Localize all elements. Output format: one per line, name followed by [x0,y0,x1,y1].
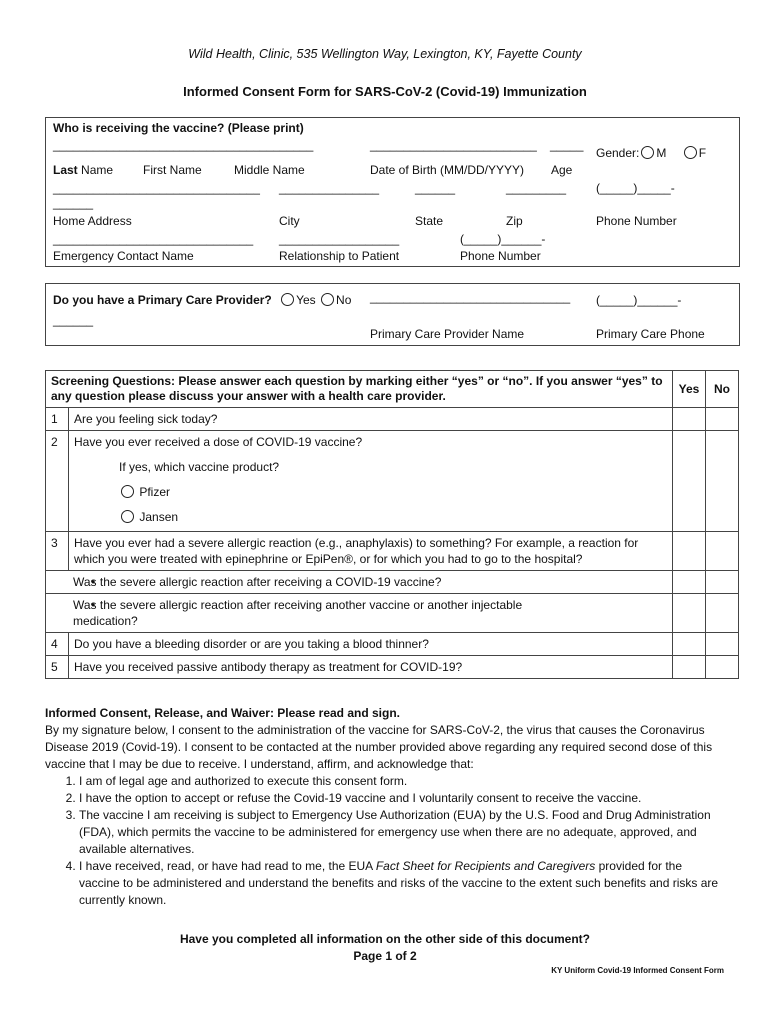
q4-yes-cell[interactable] [673,633,706,656]
relationship-label: Relationship to Patient [279,249,400,263]
q3-number: 3 [46,532,69,571]
screening-heading: Screening Questions: Please answer each question by marking either “yes” or “no”. If you answer “yes” to any question please discuss your answer with a health care provider. [46,371,673,408]
q5-yes-cell[interactable] [673,656,706,679]
pcp-no-radio[interactable] [321,293,334,306]
last-name-label [53,163,113,177]
relationship-line[interactable]: __________________ [279,232,400,246]
q4-number: 4 [46,633,69,656]
q3a-no-cell[interactable] [706,571,739,594]
consent-list [45,773,725,909]
phone-label: Phone Number [596,214,677,228]
emergency-phone-label: Phone Number [460,249,541,263]
q3a-cell [46,571,673,594]
q1-text: Are you feeling sick today? [69,408,673,431]
phone-line[interactable]: (_____)_____- [596,181,675,195]
q3-no-cell[interactable] [706,532,739,571]
gender-label: Gender: [596,146,640,160]
city-label: City [279,214,300,228]
pfizer-label: Pfizer [139,485,171,499]
form-name: KY Uniform Covid-19 Informed Consent Form [551,966,724,975]
state-line[interactable]: ______ [415,181,456,195]
q3-text: Have you ever had a severe allergic reaction (e.g., anaphylaxis) to something? For example, a reaction for which you were treated with epinephrine or EpiPen®, or for which you had to go to the hospital? [69,532,673,571]
janssen-label: Jansen [139,510,179,524]
consent-section [45,705,725,909]
age-label: Age [551,163,573,177]
emergency-line[interactable]: ______________________________ [53,232,254,246]
question-row-1 [46,408,739,431]
q1-no-cell[interactable] [706,408,739,431]
pcp-yes-radio[interactable] [281,293,294,306]
consent-item-4 [79,858,725,909]
question-row-5 [46,656,739,679]
name-line[interactable]: _______________________________________ [53,138,314,152]
question-row-3b [46,594,739,633]
q2-yes-cell[interactable] [673,431,706,532]
pcp-phone-line[interactable]: (_____)______- [596,293,682,307]
screening-table [45,370,739,679]
q2-cell [69,431,673,532]
form-title: Informed Consent Form for SARS-CoV-2 (Covid-19) Immunization [183,84,587,99]
question-row-4 [46,633,739,656]
q1-number: 1 [46,408,69,431]
q3-yes-cell[interactable] [673,532,706,571]
consent-item-4c: provided for the vaccine to be administered and understand the benefits and risks of the vaccine to the extent such benefits and risks are currently known. [79,859,719,907]
zip-line[interactable]: _________ [506,181,567,195]
question-row-2 [46,431,739,532]
address-line[interactable]: _______________________________ [53,181,260,195]
recipient-heading: Who is receiving the vaccine? (Please print) [53,121,304,135]
q2-text: Have you ever received a dose of COVID-19 vaccine? [74,435,363,449]
fact-sheet-title: Fact Sheet for Recipients and Caregivers [375,859,596,873]
q1-yes-cell[interactable] [673,408,706,431]
screening-header-row [46,371,739,408]
consent-item-3: 3. The vaccine I am receiving is subject to Emergency Use Authorization (EUA) by the U.S. Food and Drug Administration (FDA), which permits the vaccine to be administered for emergency use when there are no adequate, approved, and available alternatives. [79,807,725,858]
pfizer-radio[interactable] [121,485,134,498]
yes-header: Yes [673,371,706,408]
gender-f-radio[interactable] [684,146,697,159]
q3a-yes-cell[interactable] [673,571,706,594]
consent-intro: By my signature below, I consent to the administration of the vaccine for SARS-CoV-2, the virus that causes the Coronavirus Disease 2019 (Covid-19). I consent to be contacted at the number provided above regarding any required second dose of this vaccine that I may be due to receive. I understand, affirm, and acknowledge that: [45,723,713,771]
emergency-contact-label: Emergency Contact Name [53,249,194,263]
consent-heading: Informed Consent, Release, and Waiver: Please read and sign. [45,706,400,720]
pcp-question: Do you have a Primary Care Provider? [53,293,272,307]
home-address-label: Home Address [53,214,132,228]
consent-item-4a: I have received, read, or have had read to me, the EUA [79,859,376,873]
pcp-name-line[interactable]: ______________________________ [370,290,571,304]
state-label: State [415,214,444,228]
dob-label: Date of Birth (MM/DD/YYYY) [370,163,525,177]
question-row-3a [46,571,739,594]
gender-m-label: M [656,146,667,160]
clinic-header: Wild Health, Clinic, 535 Wellington Way, Lexington, KY, Fayette County [188,47,582,61]
zip-label: Zip [506,214,523,228]
q3b-cell [46,594,673,633]
first-name-label: First Name [143,163,202,177]
q3b-no-cell[interactable] [706,594,739,633]
gender-f-label: F [698,146,707,160]
last-bold: Last [53,163,78,177]
q3a-text: • Was the severe allergic reaction after receiving a COVID-19 vaccine? [73,575,442,589]
dob-line[interactable]: _________________________ [370,138,537,152]
gender-m-radio[interactable] [641,146,654,159]
q5-number: 5 [46,656,69,679]
consent-item-2: 2. I have the option to accept or refuse the Covid-19 vaccine and I voluntarily consent to receive the vaccine. [79,790,725,807]
pfizer-option [74,484,667,500]
last-rest: Name [77,163,114,177]
emergency-phone-line[interactable]: (_____)______- [460,232,546,246]
q3b-yes-cell[interactable] [673,594,706,633]
pcp-question-row [53,293,351,307]
pcp-phone-line-wrap[interactable]: ______ [53,313,94,327]
q3b-text: • Was the severe allergic reaction after receiving another vaccine or another injectable medication? [73,598,523,628]
city-line[interactable]: _______________ [279,181,380,195]
age-line[interactable]: _____ [550,138,584,152]
consent-item-1: 1. I am of legal age and authorized to execute this consent form. [79,773,725,790]
q5-text: Have you received passive antibody therapy as treatment for COVID-19? [69,656,673,679]
q4-text: Do you have a bleeding disorder or are you taking a blood thinner? [69,633,673,656]
q2-sub-text: If yes, which vaccine product? [119,460,280,474]
q4-no-cell[interactable] [706,633,739,656]
middle-name-label: Middle Name [234,163,305,177]
page-number: Page 1 of 2 [353,949,417,963]
completion-question: Have you completed all information on the other side of this document? [179,932,591,946]
phone-line-wrap[interactable]: ______ [53,196,94,210]
gender-group [596,146,706,160]
q2-no-cell[interactable] [706,431,739,532]
no-header: No [706,371,739,408]
pcp-name-label: Primary Care Provider Name [370,327,525,341]
pcp-phone-label: Primary Care Phone [596,327,705,341]
janssen-radio[interactable] [121,510,134,523]
pcp-yes-label: Yes [296,293,316,307]
pcp-no-label: No [336,293,352,307]
question-row-3 [46,532,739,571]
q2-number: 2 [46,431,69,532]
janssen-option [74,509,667,525]
q5-no-cell[interactable] [706,656,739,679]
